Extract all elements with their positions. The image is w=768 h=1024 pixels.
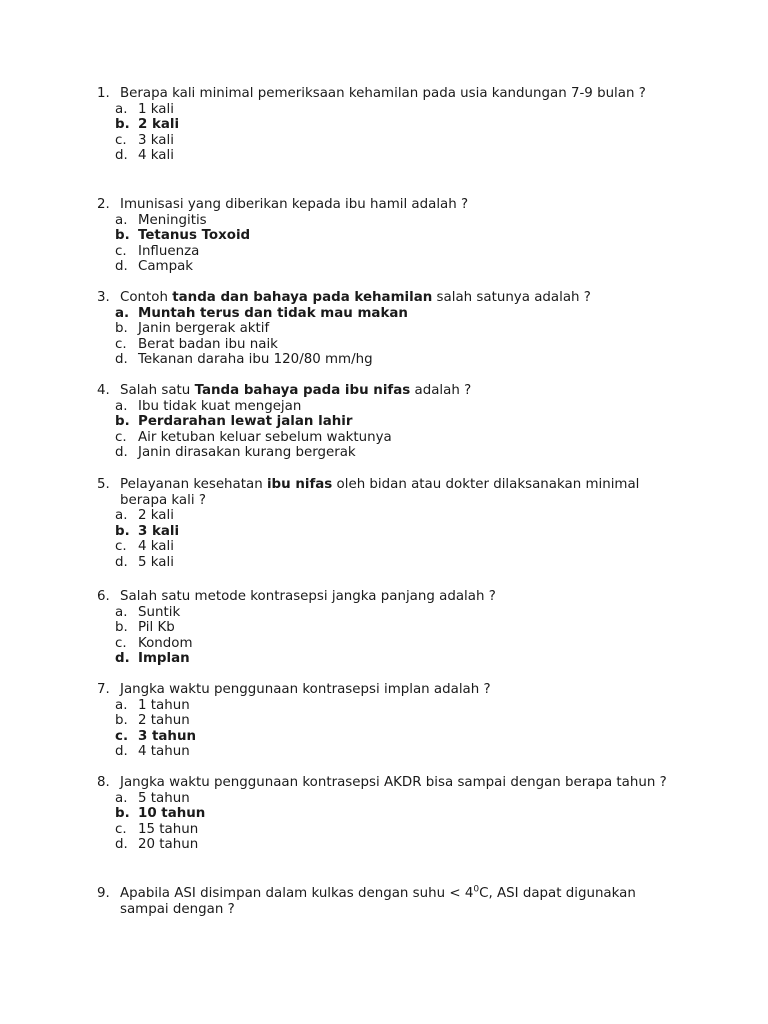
answer-option <box>115 822 687 838</box>
option-text: 5 kali <box>138 554 174 570</box>
option-text: 4 kali <box>138 148 174 163</box>
answer-option <box>115 539 687 555</box>
option-letter: a. <box>115 305 130 321</box>
question-line <box>97 775 687 791</box>
option-text: Muntah terus dan tidak mau makan <box>138 305 408 321</box>
question-number: 5. <box>97 477 110 492</box>
option-text: Janin bergerak aktif <box>138 321 270 336</box>
question-text <box>120 477 687 508</box>
option-text: Tekanan daraha ibu 120/80 mm/hg <box>138 352 373 367</box>
option-letter: a. <box>115 604 128 620</box>
question-line <box>97 86 687 102</box>
option-text: Campak <box>138 259 194 274</box>
answer-option <box>115 620 687 636</box>
question-text-part: Pelayanan kesehatan <box>120 477 267 492</box>
answer-option <box>115 837 687 853</box>
option-text: 3 tahun <box>138 728 197 744</box>
answer-option-correct <box>115 306 687 322</box>
question-text <box>120 886 687 917</box>
option-text: 1 tahun <box>138 697 190 713</box>
option-letter: b. <box>115 117 130 132</box>
option-text: Tetanus Toxoid <box>138 228 251 243</box>
question-7 <box>97 682 687 760</box>
question-text-part: C, ASI dapat digunakan sampai dengan ? <box>120 886 636 917</box>
question-line <box>97 477 687 508</box>
question-text <box>120 682 687 698</box>
option-text: 4 tahun <box>138 744 190 759</box>
question-text-part: Berapa kali minimal pemeriksaan kehamilan pada usia kandungan 7-9 bulan ? <box>120 86 646 101</box>
answer-options <box>115 306 687 368</box>
answer-option <box>115 244 687 260</box>
question-number: 9. <box>97 886 110 901</box>
question-text <box>120 589 687 605</box>
option-letter: b. <box>115 414 130 429</box>
question-text <box>120 775 687 791</box>
question-number: 7. <box>97 682 110 697</box>
option-letter: a. <box>115 697 128 713</box>
option-letter: d. <box>115 651 130 666</box>
question-9 <box>97 886 687 917</box>
answer-option <box>115 744 687 760</box>
question-number: 4. <box>97 383 110 398</box>
option-letter: b. <box>115 523 130 539</box>
question-text-part: Jangka waktu penggunaan kontrasepsi AKDR bisa sampai dengan berapa tahun ? <box>120 775 667 790</box>
option-text: 3 kali <box>138 132 174 148</box>
option-text: 2 kali <box>138 117 180 132</box>
option-text: 10 tahun <box>138 806 206 821</box>
answer-option <box>115 605 687 621</box>
answer-option-correct <box>115 117 687 133</box>
answer-option <box>115 508 687 524</box>
option-letter: d. <box>115 352 128 367</box>
option-letter: c. <box>115 243 127 259</box>
option-text: Kondom <box>138 635 193 651</box>
answer-option-correct <box>115 414 687 430</box>
question-number: 3. <box>97 290 110 305</box>
question-line <box>97 886 687 917</box>
option-text: 3 kali <box>138 523 180 539</box>
question-1 <box>97 86 687 164</box>
question-text-part: Imunisasi yang diberikan kepada ibu hamil adalah ? <box>120 197 469 212</box>
option-letter: b. <box>115 713 128 728</box>
option-letter: a. <box>115 790 128 806</box>
question-4 <box>97 383 687 461</box>
question-text <box>120 290 687 306</box>
answer-option <box>115 337 687 353</box>
option-letter: d. <box>115 744 128 759</box>
answer-options <box>115 605 687 667</box>
option-text: 20 tahun <box>138 837 199 852</box>
question-text <box>120 86 687 102</box>
question-text-part: Jangka waktu penggunaan kontrasepsi implan adalah ? <box>120 682 491 697</box>
option-letter: d. <box>115 259 128 274</box>
answer-option-correct <box>115 806 687 822</box>
option-text: 2 kali <box>138 508 174 523</box>
option-text: Air ketuban keluar sebelum waktunya <box>138 429 392 445</box>
option-letter: b. <box>115 620 128 635</box>
question-number: 1. <box>97 86 110 101</box>
answer-option <box>115 102 687 118</box>
option-text: Janin dirasakan kurang bergerak <box>138 445 356 460</box>
question-line <box>97 383 687 399</box>
question-text-part: Apabila ASI disimpan dalam kulkas dengan suhu < 4 <box>120 886 474 901</box>
answer-option <box>115 399 687 415</box>
option-letter: c. <box>115 429 127 445</box>
option-letter: d. <box>115 148 128 163</box>
question-text-part: Salah satu metode kontrasepsi jangka panjang adalah ? <box>120 589 496 604</box>
option-letter: a. <box>115 398 128 414</box>
question-text-bold: tanda dan bahaya pada kehamilan <box>172 290 433 305</box>
question-text-bold: ibu nifas <box>266 477 333 492</box>
answer-options <box>115 213 687 275</box>
option-text: Suntik <box>138 604 181 620</box>
answer-option-correct <box>115 524 687 540</box>
option-letter: a. <box>115 101 128 117</box>
question-text <box>120 383 687 399</box>
option-letter: b. <box>115 321 128 336</box>
option-letter: d. <box>115 837 128 852</box>
option-letter: c. <box>115 821 127 837</box>
answer-option <box>115 133 687 149</box>
option-text: Berat badan ibu naik <box>138 336 278 352</box>
option-text: 15 tahun <box>138 821 199 837</box>
answer-option <box>115 445 687 461</box>
option-letter: b. <box>115 228 130 243</box>
answer-option <box>115 259 687 275</box>
option-letter: b. <box>115 806 130 821</box>
option-letter: c. <box>115 132 127 148</box>
option-letter: c. <box>115 728 129 744</box>
answer-option <box>115 791 687 807</box>
option-text: Implan <box>138 651 190 666</box>
answer-option <box>115 698 687 714</box>
answer-option-correct <box>115 651 687 667</box>
option-text: Meningitis <box>138 212 207 228</box>
option-text: Perdarahan lewat jalan lahir <box>138 414 353 429</box>
answer-option-correct <box>115 228 687 244</box>
answer-option <box>115 352 687 368</box>
option-text: Influenza <box>138 243 200 259</box>
answer-option <box>115 636 687 652</box>
answer-option <box>115 321 687 337</box>
question-text-part: Contoh <box>120 290 173 305</box>
answer-options <box>115 791 687 853</box>
option-letter: a. <box>115 212 128 228</box>
option-text: 1 kali <box>138 101 174 117</box>
option-text: 5 tahun <box>138 790 190 806</box>
answer-options <box>115 399 687 461</box>
question-line <box>97 589 687 605</box>
option-text: 4 kali <box>138 539 174 554</box>
question-line <box>97 197 687 213</box>
option-letter: c. <box>115 635 127 651</box>
answer-options <box>115 102 687 164</box>
option-letter: c. <box>115 336 127 352</box>
question-text-part: oleh bidan atau dokter dilaksanakan minimal berapa kali ? <box>120 477 640 508</box>
question-3 <box>97 290 687 368</box>
question-8 <box>97 775 687 853</box>
question-text-part: Salah satu <box>120 383 195 398</box>
question-5 <box>97 477 687 570</box>
question-line <box>97 682 687 698</box>
question-text-part: 0 <box>473 884 480 895</box>
option-text: Pil Kb <box>138 620 175 635</box>
answer-option <box>115 148 687 164</box>
answer-option <box>115 430 687 446</box>
question-number: 2. <box>97 197 110 212</box>
option-text: 2 tahun <box>138 713 190 728</box>
answer-option-correct <box>115 729 687 745</box>
question-number: 6. <box>97 589 110 604</box>
question-text-part: salah satunya adalah ? <box>432 290 591 305</box>
question-2 <box>97 197 687 275</box>
question-number: 8. <box>97 775 110 790</box>
answer-options <box>115 508 687 570</box>
option-text: Ibu tidak kuat mengejan <box>138 398 302 414</box>
question-text-bold: Tanda bahaya pada ibu nifas <box>194 383 411 398</box>
answer-option <box>115 213 687 229</box>
option-letter: a. <box>115 508 128 523</box>
question-line <box>97 290 687 306</box>
question-text-part: adalah ? <box>410 383 472 398</box>
option-letter: d. <box>115 445 128 460</box>
option-letter: c. <box>115 539 127 554</box>
answer-option <box>115 713 687 729</box>
question-6 <box>97 589 687 667</box>
option-letter: d. <box>115 554 128 570</box>
answer-options <box>115 698 687 760</box>
answer-option <box>115 555 687 571</box>
question-text <box>120 197 687 213</box>
